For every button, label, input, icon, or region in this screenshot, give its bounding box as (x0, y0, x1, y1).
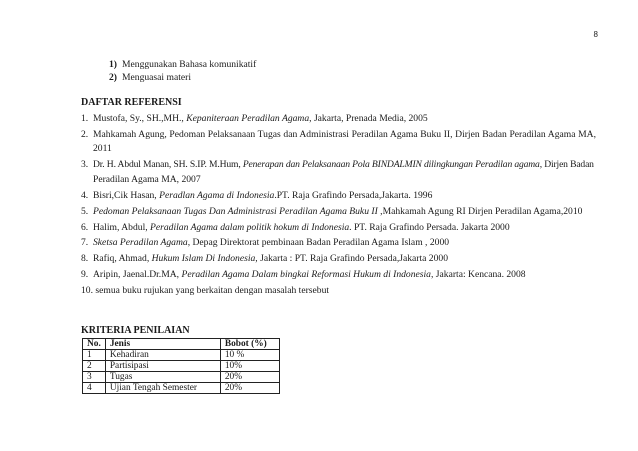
reference-item (81, 206, 582, 218)
table-cell-no: 3 (83, 372, 106, 383)
intro-item (109, 59, 256, 71)
reference-text: , Depag Direktorat pembinaan Badan Peradilan Agama Islam , 2000 (187, 237, 450, 248)
table-cell-jenis: Partisipasi (105, 361, 220, 372)
reference-title: Peradilan Agama Dalam bingkai Reformasi Hukum di Indonesia (181, 269, 431, 280)
reference-continuation: 2011 (93, 143, 112, 154)
table-cell-bobot: 20% (220, 383, 279, 394)
reference-item (81, 253, 448, 265)
reference-text: Dr. H. Abdul Manan, SH. S.IP. M.Hum, (93, 159, 243, 170)
reference-text: ,Mahkamah Agung RI Dirjen Peradilan Agama,2010 (377, 206, 583, 217)
reference-text: , Jakarta, Prenada Media, 2005 (309, 113, 428, 124)
criteria-heading: KRITERIA PENILAIAN (81, 325, 190, 336)
table-cell-jenis: Tugas (105, 372, 220, 383)
intro-item-number: 1) (109, 59, 117, 70)
reference-number: 9. (81, 269, 89, 280)
table-row (83, 350, 280, 361)
reference-title: Sketsa Peradilan Agama (93, 237, 188, 248)
reference-title: Kepaniteraan Peradilan Agama (186, 113, 310, 124)
reference-text: Aripin, Jaenal.Dr.MA, (93, 269, 182, 280)
intro-item-text: Menggunakan Bahasa komunikatif (122, 59, 257, 70)
intro-item (109, 72, 191, 84)
reference-number: 3. (81, 159, 89, 170)
table-cell-jenis: Kehadiran (105, 350, 220, 361)
table-cell-no: 2 (83, 361, 106, 372)
reference-item (81, 129, 596, 141)
table-cell-bobot: 10 % (220, 350, 279, 361)
reference-text: , Dirjen Badan (539, 159, 594, 170)
page-number: 8 (593, 30, 598, 39)
table-cell-bobot: 10% (220, 361, 279, 372)
reference-continuation: Peradilan Agama MA, 2007 (93, 174, 201, 185)
reference-number: 4. (81, 190, 89, 201)
reference-title: Hukum Islam Di Indonesia, (151, 253, 258, 264)
reference-title: Pedoman Pelaksanaan Tugas Dan Administrasi Peradilan Agama Buku II (93, 206, 378, 217)
reference-title: Peradilan Agama dalam politik hokum di Indonesia (150, 222, 350, 233)
table-row (83, 383, 280, 394)
reference-item (81, 190, 432, 202)
reference-item (81, 269, 526, 281)
reference-text: Bisri,Cik Hasan, (93, 190, 160, 201)
reference-text: semua buku rujukan yang berkaitan dengan masalah tersebut (95, 285, 330, 296)
column-header-no: No. (83, 339, 106, 350)
reference-text: Mustofa, Sy., SH.,MH., (93, 113, 187, 124)
reference-item (81, 222, 510, 234)
reference-number: 7. (81, 237, 89, 248)
table-row (83, 372, 280, 383)
reference-text: Mahkamah Agung, Pedoman Pelaksanaan Tugas dan Administrasi Peradilan Agama Buku II, Dirjen Badan Peradilan Agama MA, (93, 129, 596, 140)
reference-text: , Jakarta: Kencana. 2008 (430, 269, 526, 280)
reference-number: 5. (81, 206, 89, 217)
intro-item-number: 2) (109, 72, 117, 83)
reference-number: 1. (81, 113, 89, 124)
reference-text: Jakarta : PT. Raja Grafindo Persada,Jakarta 2000 (257, 253, 448, 264)
reference-number: 8. (81, 253, 89, 264)
criteria-table (82, 338, 280, 394)
reference-item (81, 159, 596, 171)
reference-item (81, 237, 449, 249)
reference-title: Penerapan dan Pelaksanaan Pola BINDALMIN dilingkungan Peradilan agama (242, 159, 540, 170)
column-header-bobot: Bobot (%) (220, 339, 279, 350)
reference-text-line (93, 159, 596, 171)
reference-number: 2. (81, 129, 89, 140)
table-cell-no: 4 (83, 383, 106, 394)
intro-item-text: Menguasai materi (122, 72, 191, 83)
table-header-row (83, 339, 280, 350)
column-header-jenis: Jenis (105, 339, 220, 350)
reference-title: Peradlan Agama di Indonesia (159, 190, 275, 201)
reference-text: Rafiq, Ahmad, (93, 253, 152, 264)
reference-item (81, 285, 329, 297)
table-cell-no: 1 (83, 350, 106, 361)
reference-number: 10. (81, 285, 93, 296)
table-cell-jenis: Ujian Tengah Semester (105, 383, 220, 394)
reference-number: 6. (81, 222, 89, 233)
references-heading: DAFTAR REFERENSI (81, 97, 182, 108)
reference-text: Halim, Abdul, (93, 222, 151, 233)
table-cell-bobot: 20% (220, 372, 279, 383)
table-row (83, 361, 280, 372)
reference-item (81, 113, 428, 125)
reference-text: .PT. Raja Grafindo Persada,Jakarta. 1996 (274, 190, 433, 201)
reference-text: . PT. Raja Grafindo Persada. Jakarta 2000 (349, 222, 510, 233)
